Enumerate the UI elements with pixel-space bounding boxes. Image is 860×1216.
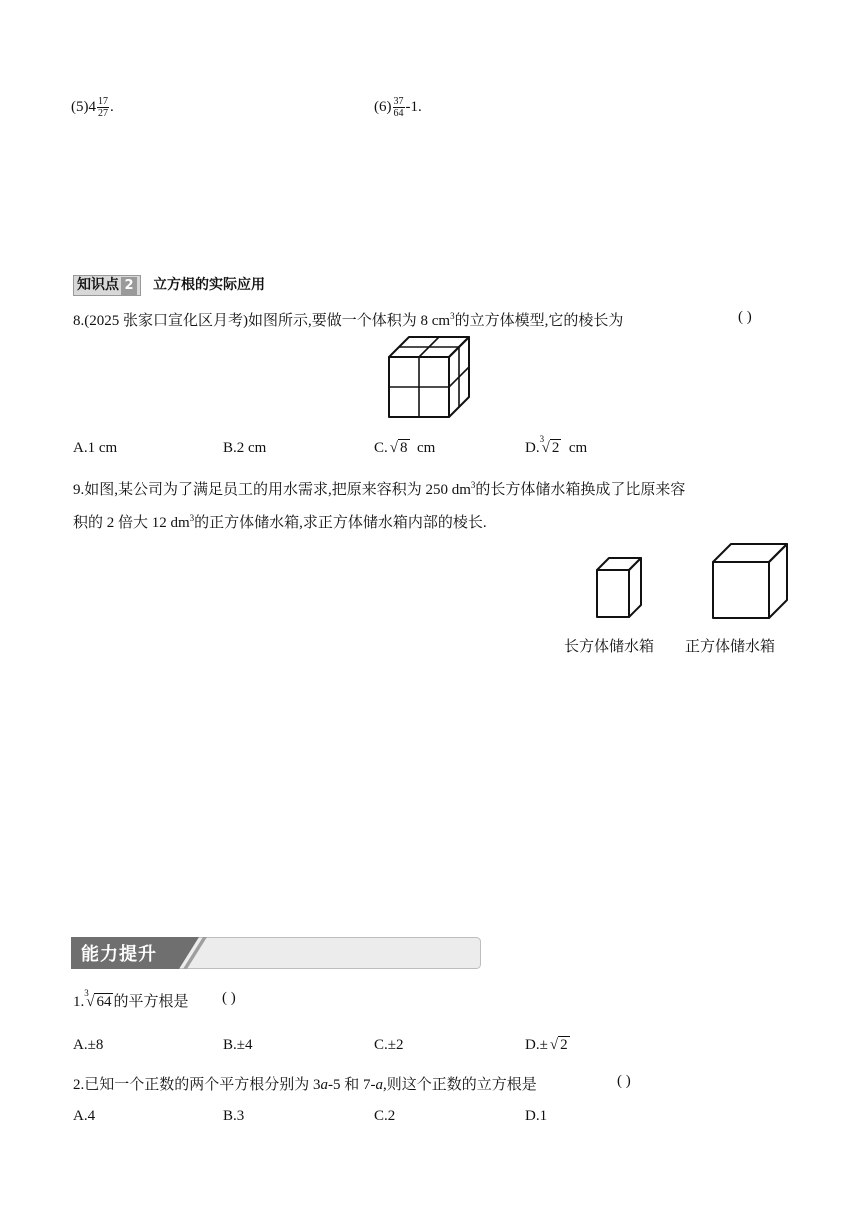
knowledge-point-badge-text: 知识点	[77, 277, 119, 293]
q2-option-c: C.2	[374, 1108, 396, 1124]
item5-label: (5)	[71, 98, 89, 115]
item6-numerator: 37	[393, 96, 404, 107]
q2-stem-pre: 2.已知一个正数的两个平方根分别为 3	[73, 1077, 321, 1093]
q1-option-a: A.±8	[73, 1037, 104, 1053]
item5-tail: .	[110, 98, 114, 115]
q2-option-a: A.4	[73, 1108, 96, 1124]
sqrt-radical: √ 8	[389, 440, 408, 456]
q1-stem	[73, 990, 189, 1011]
item5-whole: 4	[88, 98, 96, 115]
q8-option-b: B.2 cm	[223, 440, 267, 456]
q1-answer-bracket: ( )	[222, 990, 236, 1006]
q1-index: 3	[84, 988, 89, 998]
q9-stem-line2	[73, 511, 487, 532]
q2-answer-bracket: ( )	[617, 1073, 631, 1089]
q1-stem-post: 的平方根是	[113, 994, 189, 1010]
q1-option-d-label: D.±	[525, 1037, 548, 1053]
item5-numerator: 17	[98, 96, 108, 107]
section-banner	[71, 937, 481, 969]
knowledge-point-badge	[73, 275, 141, 296]
item5-fraction	[97, 96, 109, 119]
knowledge-point-number: 2	[121, 277, 137, 295]
q1-label: 1.	[73, 994, 85, 1010]
item6-label: (6)	[374, 98, 392, 115]
cube-tank-caption: 正方体储水箱	[685, 637, 776, 655]
q1-option-d-radicand: 2	[560, 1037, 568, 1053]
q8-stem-post: 的立方体模型,它的棱长为	[454, 313, 624, 329]
q8-option-c	[374, 440, 435, 457]
q8-stem-sup: 3	[450, 311, 455, 321]
item5-denominator: 27	[98, 108, 108, 119]
q2-option-b: B.3	[223, 1108, 245, 1124]
cube-root-radical: 3 √ 64	[84, 988, 112, 1010]
q9-line1-pre: 9.如图,某公司为了满足员工的用水需求,把原来容积为 250 dm	[73, 482, 471, 498]
cube-2x2-figure	[383, 333, 473, 421]
cube-root-radical: 3 √ 2	[539, 434, 560, 456]
cuboid-tank-figure	[592, 553, 646, 621]
q1-option-d	[525, 1037, 570, 1054]
q9-stem-line1	[73, 478, 685, 499]
q2-stem-mid: -5 和 7-	[328, 1077, 376, 1093]
cube-tank-figure	[709, 541, 791, 622]
knowledge-point-header	[73, 274, 265, 296]
q2-var2: a	[375, 1077, 384, 1093]
q8-answer-bracket: ( )	[738, 309, 752, 325]
q8-option-c-radicand: 8	[400, 440, 408, 456]
q2-var1: a	[320, 1077, 329, 1093]
answer-item-6	[374, 96, 422, 119]
q8-stem	[73, 309, 623, 330]
q9-line1-sup: 3	[470, 480, 476, 490]
item6-tail: -1.	[405, 98, 422, 115]
knowledge-point-title: 立方根的实际应用	[153, 277, 265, 293]
q8-option-d	[525, 434, 588, 457]
q1-radicand: 64	[96, 994, 112, 1010]
item6-denominator: 64	[393, 108, 404, 119]
q9-line2-pre: 积的 2 倍大 12 dm	[73, 515, 190, 531]
q8-option-d-unit: cm	[568, 440, 588, 456]
section-title: 能力提升	[81, 944, 157, 965]
q8-stem-pre: 8.(2025 张家口宣化区月考)如图所示,要做一个体积为 8 cm	[73, 313, 451, 329]
q2-option-d: D.1	[525, 1108, 548, 1124]
q8-option-a: A.1 cm	[73, 440, 118, 456]
q2-stem	[73, 1073, 537, 1094]
q8-option-d-radicand: 2	[551, 440, 560, 456]
q9-line2-sup: 3	[189, 513, 195, 523]
item6-fraction	[393, 96, 405, 119]
q2-stem-post: ,则这个正数的立方根是	[383, 1077, 537, 1093]
q8-option-c-label: C.	[374, 440, 388, 456]
cuboid-tank-caption: 长方体储水箱	[564, 637, 655, 655]
q9-line2-post: 的正方体储水箱,求正方体储水箱内部的棱长.	[194, 515, 487, 531]
q9-line1-post: 的长方体储水箱换成了比原来容	[475, 482, 686, 498]
answer-item-5	[71, 96, 114, 119]
sqrt-radical: √ 2	[549, 1037, 568, 1053]
q8-option-d-label: D.	[525, 440, 540, 456]
q8-option-d-index: 3	[539, 434, 545, 444]
q1-option-c: C.±2	[374, 1037, 404, 1053]
q8-option-c-unit: cm	[417, 440, 436, 456]
q1-option-b: B.±4	[223, 1037, 253, 1053]
